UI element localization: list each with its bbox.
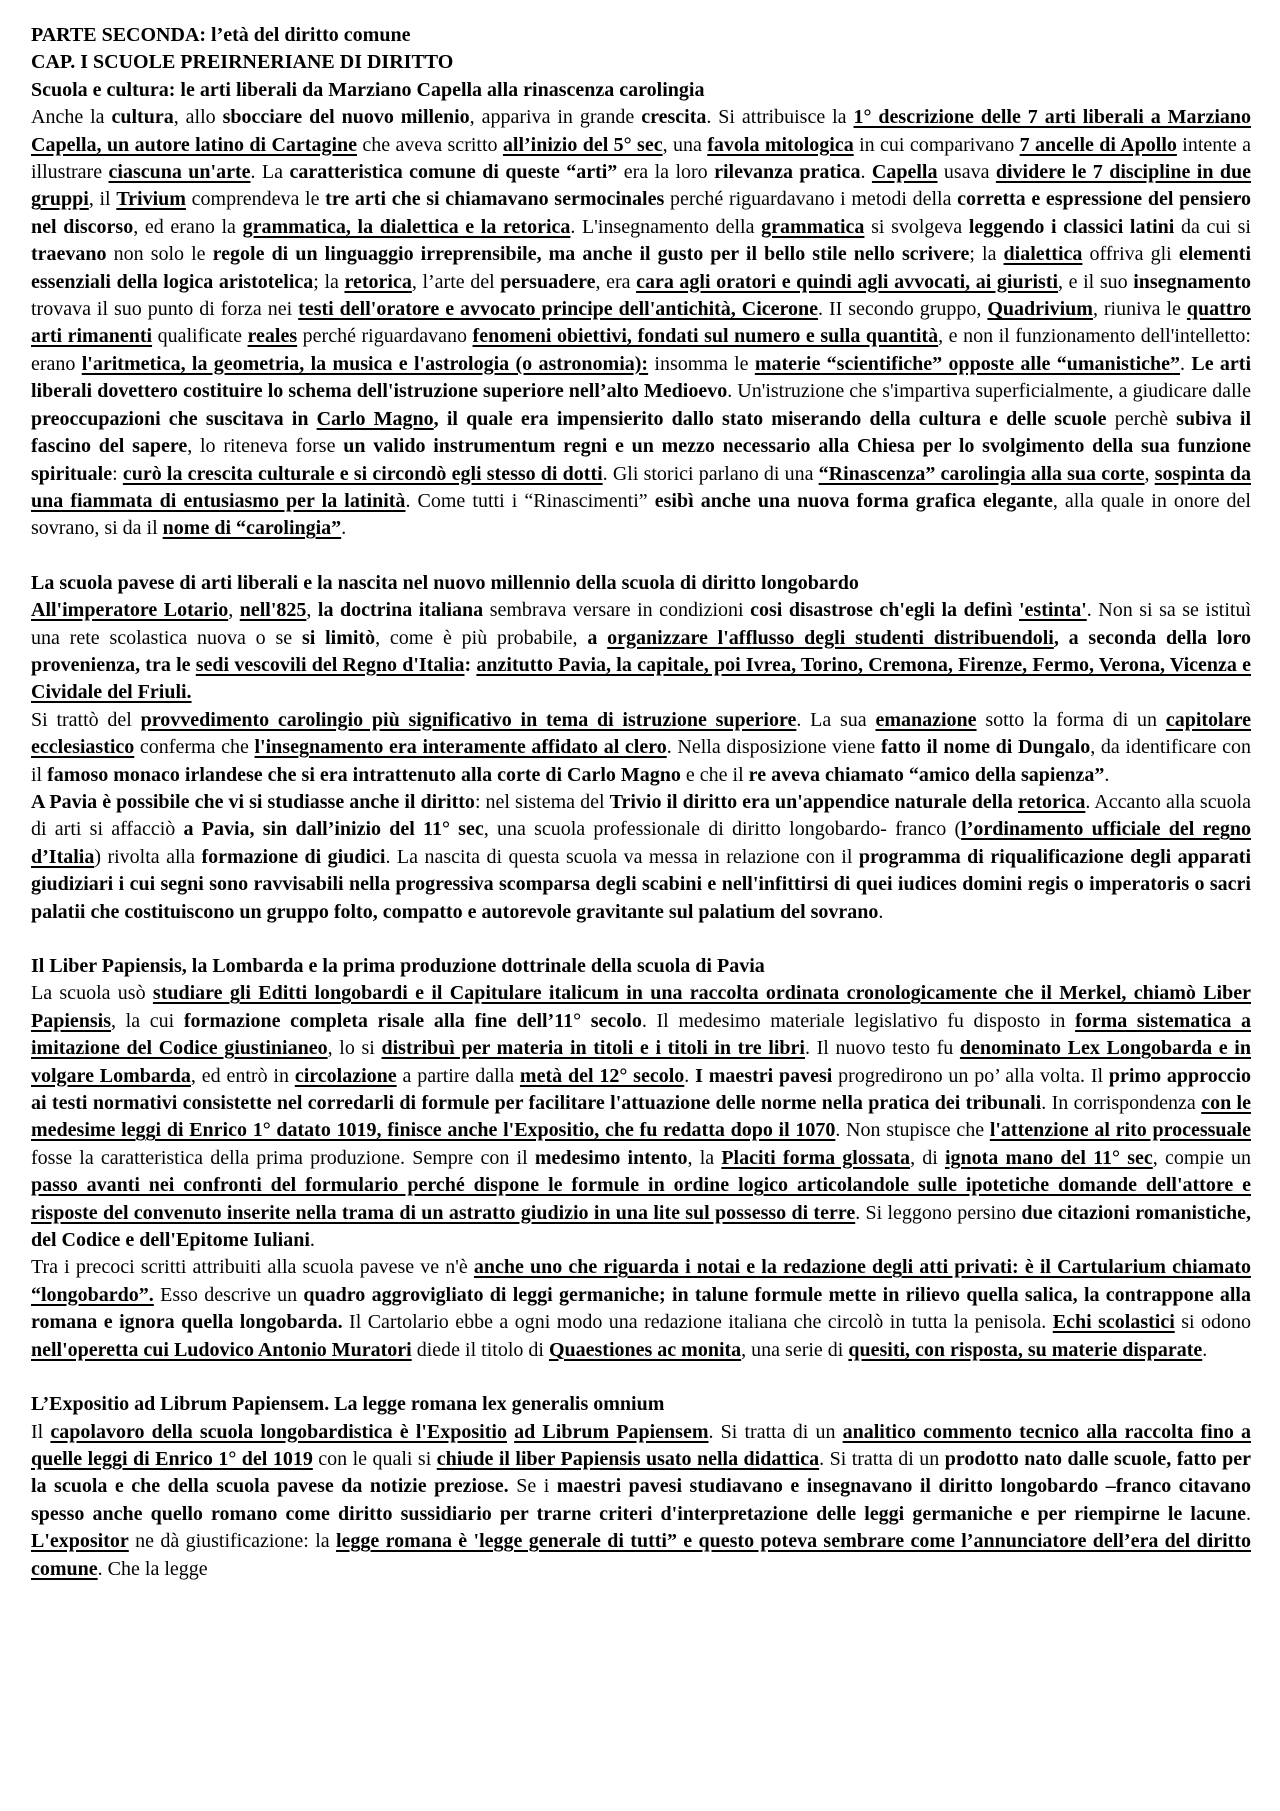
spacer: [31, 543, 1251, 570]
text-run: :: [464, 653, 477, 676]
text-run: re aveva chiamato “amico della sapienza”: [748, 763, 1105, 786]
text-run: retorica: [1017, 790, 1086, 813]
page-title: PARTE SECONDA: l’età del diritto comune: [31, 24, 411, 46]
text-run: circolazione: [294, 1064, 397, 1087]
document-page: [31, 22, 1251, 1792]
text-run: denominato Lex Longobarda e in volgare Lombarda: [31, 1037, 1251, 1087]
text-run: organizzare l'afflusso degli studenti distribuendoli: [607, 626, 1054, 649]
text-run: l’ordinamento ufficiale del regno d’Italia: [31, 818, 1251, 868]
text-run: a Pavia, sin dall’inizio del 11° sec: [183, 818, 484, 841]
text-run: Carlo Magno: [316, 407, 434, 430]
text-run: nell'operetta cui Ludovico Antonio Muratori: [31, 1338, 412, 1361]
text-run: Capella: [871, 161, 938, 184]
text-run: l'aritmetica, la geometria, la musica e l'astrologia (o astronomia):: [81, 352, 649, 375]
section-1: [31, 77, 1251, 543]
text-run: L'expositor: [31, 1530, 129, 1553]
text-run: anzitutto Pavia, la capitale, poi Ivrea, Torino, Cremona, Firenze, Fermo, Verona, Vicenza e Cividale del Friuli.: [31, 653, 1251, 704]
paragraph: Anche la cultura, allo sbocciare del nuovo millenio, appariva in grande crescita. Si attribuisce la 1° descrizione delle 7 arti liberali a Marziano Capella, un autore latino di Cartagine che aveva scritto all’inizio del 5° sec, una favola mitologica in cui comparivano 7 ancelle di Apollo intente a illustrare ciascuna un'arte. La caratteristica comune di queste “arti” era la loro rilevanza pratica. Capella usava dividere le 7 discipline in due gruppi, il Trivium comprendeva le tre arti che si chiamavano sermocinales perché riguardavano i metodi della corretta e espressione del pensiero nel discorso, ed erano la grammatica, la dialettica e la retorica. L'insegnamento della grammatica si svolgeva leggendo i classici latini da cui si traevano non solo le regole di un linguaggio irreprensibile, ma anche il gusto per il bello stile nello scrivere; la dialettica offriva gli elementi essenziali della logica aristotelica; la retorica, l’arte del persuadere, era cara agli oratori e quindi agli avvocati, ai giuristi, e il suo insegnamento trovava il suo punto di forza nei testi dell'oratore e avvocato principe dell'antichità, Cicerone. II secondo gruppo, Quadrivium, riuniva le quattro arti rimanenti qualificate reales perché riguardavano fenomeni obiettivi, fondati sul numero e sulla quantità, e non il funzionamento dell'intelletto: erano l'aritmetica, la geometria, la musica e l'astrologia (o astronomia): insomma le materie “scientifiche” opposte alle “umanistiche”. Le arti liberali dovettero costituire lo schema dell'istruzione superiore nell’alto Medioevo. Un'istruzione che s'impartiva superficialmente, a giudicare dalle preoccupazioni che suscitava in Carlo Magno, il quale era impensierito dallo stato miserando della cultura e delle scuole perchè subiva il fascino del sapere, lo riteneva forse un valido instrumentum regni e un mezzo necessario alla Chiesa per lo svolgimento della sua funzione spirituale: curò la crescita culturale e si circondò egli stesso di dotti. Gli storici parlano di una “Rinascenza” carolingia alla sua corte, sospinta da una fiammata di entusiasmo per la latinità. Come tutti i “Rinascimenti” esibì anche una nuova forma grafica elegante, alla quale in onore del sovrano, si da il nome di “carolingia”.: [31, 106, 1251, 540]
text-run: Quadrivium: [987, 298, 1093, 321]
text-run: a: [587, 626, 608, 649]
text-run: insegnamento: [1133, 270, 1251, 293]
text-run: con le medesime leggi di Enrico 1° datato 1019, finisce anche l'Expositio, che fu redatta dopo il 1070: [31, 1092, 1251, 1142]
text-run: corretta e espressione del pensiero nel discorso: [31, 188, 1251, 238]
text-run: subiva il fascino del sapere: [31, 407, 1251, 458]
text-run: ciascuna un'arte: [108, 161, 251, 184]
text-run: crescita: [641, 106, 707, 129]
text-run: “Rinascenza” carolingia alla sua corte: [818, 462, 1145, 485]
section-4: [31, 1391, 1251, 1583]
text-run: ignota mano del 11° sec: [944, 1146, 1153, 1169]
chapter-heading: CAP. I SCUOLE PREIRNERIANE DI DIRITTO: [31, 51, 454, 74]
text-run: forma sistematica a imitazione del Codice giustinianeo: [31, 1009, 1251, 1060]
text-run: medesimo intento: [534, 1146, 688, 1169]
text-run: esibì anche una nuova forma grafica elegante: [654, 489, 1053, 512]
section-heading: Scuola e cultura: le arti liberali da Marziano Capella alla rinascenza carolingia: [31, 78, 705, 101]
text-run: elementi essenziali della logica aristotelica: [31, 243, 1251, 293]
text-run: metà del 12° secolo: [519, 1064, 685, 1087]
text-run: quattro arti rimanenti: [31, 298, 1251, 348]
text-run: grammatica: [761, 215, 865, 238]
paragraph: All'imperatore Lotario, nell'825, la doctrina italiana sembrava versare in condizioni cosi disastrose ch'egli la definì 'estinta'. Non si sa se istituì una rete scolastica nuova o se si limitò, come è più probabile, a organizzare l'afflusso degli studenti distribuendoli, a seconda della loro provenienza, tra le sedi vescovili del Regno d'Italia: anzitutto Pavia, la capitale, poi Ivrea, Torino, Cremona, Firenze, Fermo, Verona, Vicenza e Cividale del Friuli.: [31, 599, 1251, 704]
text-run: cara agli oratori e quindi agli avvocati, ai giuristi: [636, 270, 1059, 293]
text-run: formazione di giudici: [201, 845, 386, 868]
text-run: sedi vescovili del Regno d'Italia: [195, 653, 465, 676]
text-run: reales: [247, 325, 298, 348]
text-run: distribuì per materia in titoli e i titoli in tre libri: [381, 1037, 805, 1060]
text-run: la doctrina italiana: [317, 599, 484, 622]
text-run: fatto il nome di Dungalo: [880, 736, 1091, 759]
text-run: dividere le 7 discipline in due gruppi: [31, 161, 1251, 211]
text-run: programma di riqualificazione degli apparati giudiziari i cui segni sono ravvisabili nella progressiva scomparsa degli scabini e nell'infittirsi di quei iudices domini regis o imperatoris o sacri palatii che costituiscono un gruppo folto, compatto e autorevole gravitante sul palatium del sovrano: [31, 845, 1251, 923]
text-run: Placiti forma glossata: [721, 1146, 911, 1169]
paragraph: Si trattò del provvedimento carolingio più significativo in tema di istruzione superiore. La sua emanazione sotto la forma di un capitolare ecclesiastico conferma che l'insegnamento era interamente affidato al clero. Nella disposizione viene fatto il nome di Dungalo, da identificare con il famoso monaco irlandese che si era intrattenuto alla corte di Carlo Magno e che il re aveva chiamato “amico della sapienza”.: [31, 708, 1251, 786]
text-run: A Pavia è possibile che vi si studiasse anche il diritto: [31, 790, 475, 813]
text-run: ad Librum Papiensem: [514, 1420, 709, 1443]
text-run: retorica: [344, 270, 412, 293]
text-run: provvedimento carolingio più significativo in tema di istruzione superiore: [140, 708, 797, 731]
text-run: capitolare ecclesiastico: [31, 708, 1251, 759]
text-run: formazione completa risale alla fine dell’11° secolo: [183, 1009, 642, 1032]
text-run: nell'825: [239, 599, 307, 622]
text-run: Trivium: [116, 188, 186, 211]
text-run: 7 ancelle di Apollo: [1019, 133, 1177, 156]
text-run: All'imperatore Lotario: [31, 599, 229, 622]
text-run: passo avanti nei confronti del formulario perché dispone le formule in ordine logico articolandole sulle ipotetiche domande dell'attore e risposte del convenuto inserite nella trama di un astratto giudizio in una lite sul possesso di terre: [31, 1174, 1251, 1224]
text-run: primo approccio ai testi normativi consistette nel corredarli di formule per facilitare l'attuazione delle norme nella pratica dei tribunali: [31, 1064, 1251, 1115]
text-run: quesiti, con risposta, su materie disparate: [848, 1338, 1203, 1361]
text-run: due citazioni romanistiche, del Codice e dell'Epitome Iuliani: [31, 1201, 1251, 1252]
spacer: [31, 926, 1251, 953]
text-run: testi dell'oratore e avvocato principe dell'antichità, Cicerone: [298, 298, 819, 321]
paragraph: A Pavia è possibile che vi si studiasse anche il diritto: nel sistema del Trivio il diritto era un'appendice naturale della retorica. Accanto alla scuola di arti si affacciò a Pavia, sin dall’inizio del 11° sec, una scuola professionale di diritto longobardo- franco (l’ordinamento ufficiale del regno d’Italia) rivolta alla formazione di giudici. La nascita di questa scuola va messa in relazione con il programma di riqualificazione degli apparati giudiziari i cui segni sono ravvisabili nella progressiva scomparsa degli scabini e nell'infittirsi di quei iudices domini regis o imperatoris o sacri palatii che costituiscono un gruppo folto, compatto e autorevole gravitante sul palatium del sovrano.: [31, 790, 1251, 923]
text-run: sospinta da una fiammata di entusiasmo per la latinità: [31, 462, 1251, 512]
paragraph: Il capolavoro della scuola longobardistica è l'Expositio ad Librum Papiensem. Si tratta di un analitico commento tecnico alla raccolta fino a quelle leggi di Enrico 1° del 1019 con le quali si chiude il liber Papiensis usato nella didattica. Si tratta di un prodotto nato dalle scuole, fatto per la scuola e che della scuola pavese da notizie preziose. Se i maestri pavesi studiavano e insegnavano il diritto longobardo –franco citavano spesso anche quello romano come diritto sussidiario per trarne criteri d'interpretazione delle leggi germaniche e per riempirne le lacune. L'expositor ne dà giustificazione: la legge romana è 'legge generale di tutti” e questo poteva sembrare come l’annunciatore dell’era del diritto comune. Che la legge: [31, 1420, 1251, 1580]
text-run: curò la crescita culturale e si circondò egli stesso di dotti: [122, 462, 603, 485]
text-run: prodotto nato dalle scuole, fatto per la scuola e che della scuola pavese da notizie preziose.: [31, 1447, 1251, 1498]
text-run: Quaestiones ac monita: [548, 1338, 742, 1361]
text-run: l'insegnamento era interamente affidato al clero: [254, 736, 667, 759]
text-run: 1° descrizione delle 7 arti liberali a Marziano Capella, un autore latino di Cartagine: [31, 106, 1251, 156]
text-run: regole di un linguaggio irreprensibile, ma anche il gusto per il bello stile nello scrivere: [212, 243, 970, 266]
text-run: leggendo i classici latini: [968, 215, 1175, 238]
text-run: tre arti che si chiamavano sermocinales: [325, 188, 665, 211]
section-heading: L’Expositio ad Librum Papiensem. La legge romana lex generalis omnium: [31, 1393, 665, 1416]
text-run: caratteristica comune di queste “arti”: [289, 161, 618, 184]
text-run: traevano: [31, 243, 107, 266]
section-3: [31, 953, 1251, 1364]
text-run: materie “scientifiche” opposte alle “umanistiche”: [754, 352, 1181, 375]
text-run: l'attenzione al rito processuale: [989, 1119, 1251, 1142]
section-heading: Il Liber Papiensis, la Lombarda e la prima produzione dottrinale della scuola di Pavia: [31, 955, 765, 977]
text-run: anche uno che riguarda i notai e la redazione degli atti privati: è il Cartularium chiamato “longobardo”.: [31, 1256, 1251, 1306]
text-run: Echi scolastici: [1052, 1311, 1175, 1334]
paragraph: La scuola usò studiare gli Editti longobardi e il Capitulare italicum in una raccolta ordinata cronologicamente che il Merkel, chiamò Liber Papiensis, la cui formazione completa risale alla fine dell’11° secolo. Il medesimo materiale legislativo fu disposto in forma sistematica a imitazione del Codice giustinianeo, lo si distribuì per materia in titoli e i titoli in tre libri. Il nuovo testo fu denominato Lex Longobarda e in volgare Lombarda, ed entrò in circolazione a partire dalla metà del 12° secolo. I maestri pavesi progredirono un po’ alla volta. Il primo approccio ai testi normativi consistette nel corredarli di formule per facilitare l'attuazione delle norme nella pratica dei tribunali. In corrispondenza con le medesime leggi di Enrico 1° datato 1019, finisce anche l'Expositio, che fu redatta dopo il 1070. Non stupisce che l'attenzione al rito processuale fosse la caratteristica della prima produzione. Sempre con il medesimo intento, la Placiti forma glossata, di ignota mano del 11° sec, compie un passo avanti nei confronti del formulario perché dispone le formule in ordine logico articolandole sulle ipotetiche domande dell'attore e risposte del convenuto inserite nella trama di un astratto giudizio in una lite sul possesso di terre. Si leggono persino due citazioni romanistiche, del Codice e dell'Epitome Iuliani.: [31, 982, 1251, 1252]
text-run: cosi disastrose ch'egli la definì: [750, 599, 1019, 622]
text-run: dialettica: [1003, 243, 1083, 266]
text-run: cultura: [111, 106, 174, 129]
text-run: Trivio il diritto era un'appendice naturale della: [609, 790, 1018, 813]
text-run: legge romana è 'legge generale di tutti” e questo poteva sembrare come l’annunciatore dell’era del diritto comune: [31, 1530, 1251, 1580]
text-run: nome di “carolingia”: [162, 517, 342, 540]
text-run: famoso monaco irlandese che si era intrattenuto alla corte di Carlo Magno: [47, 763, 681, 786]
text-run: persuadere: [500, 270, 596, 293]
text-run: grammatica, la dialettica e la retorica: [242, 215, 571, 238]
text-run: , a seconda della loro provenienza, tra le: [31, 626, 1251, 676]
text-run: capolavoro della scuola longobardistica è l'Expositio: [50, 1420, 507, 1443]
spacer: [31, 1364, 1251, 1391]
text-run: studiare gli Editti longobardi e il Capitulare italicum in una raccolta ordinata cronologicamente che il Merkel, chiamò Liber Papiensis: [31, 982, 1251, 1032]
section-2: [31, 570, 1251, 926]
text-run: quadro aggrovigliato di leggi germaniche; in talune formule mette in rilievo quella salica, la contrappone alla romana e ignora quella longobarda.: [31, 1283, 1251, 1334]
text-run: favola mitologica: [707, 133, 854, 156]
text-run: sbocciare del nuovo millenio: [222, 106, 470, 129]
text-run: 'estinta': [1018, 599, 1087, 622]
text-run: all’inizio del 5° sec: [502, 133, 663, 156]
text-run: Le arti liberali dovettero costituire lo schema dell'istruzione superiore nell’alto Medioevo: [31, 352, 1251, 403]
text-run: maestri pavesi studiavano e insegnavano il diritto longobardo –franco citavano spesso anche quello romano come diritto sussidiario per trarne criteri d'interpretazione delle leggi germaniche e per riempirne le lacune: [31, 1475, 1251, 1525]
text-run: analitico commento tecnico alla raccolta fino a quelle leggi di Enrico 1° del 1019: [31, 1420, 1251, 1470]
paragraph: Tra i precoci scritti attribuiti alla scuola pavese ve n'è anche uno che riguarda i notai e la redazione degli atti privati: è il Cartularium chiamato “longobardo”. Esso descrive un quadro aggrovigliato di leggi germaniche; in talune formule mette in rilievo quella salica, la contrappone alla romana e ignora quella longobarda. Il Cartolario ebbe a ogni modo una redazione italiana che circolò in tutta la penisola. Echi scolastici si odono nell'operetta cui Ludovico Antonio Muratori diede il titolo di Quaestiones ac monita, una serie di quesiti, con risposta, su materie disparate.: [31, 1256, 1251, 1361]
text-run: un valido instrumentum regni e un mezzo necessario alla Chiesa per lo svolgimento della sua funzione spirituale: [31, 435, 1251, 485]
text-run: si limitò: [301, 626, 376, 649]
text-run: preoccupazioni che suscitava in: [31, 407, 317, 430]
section-heading: La scuola pavese di arti liberali e la nascita nel nuovo millennio della scuola di diritto longobardo: [31, 571, 859, 594]
text-run: , il quale era impensierito dallo stato miserando della cultura e delle scuole: [433, 407, 1107, 430]
text-run: chiude il liber Papiensis usato nella didattica: [436, 1447, 820, 1470]
text-run: I maestri pavesi: [695, 1064, 833, 1087]
text-run: emanazione: [875, 708, 977, 731]
text-run: fenomeni obiettivi, fondati sul numero e sulla quantità: [472, 325, 939, 348]
text-run: rilevanza pratica: [714, 161, 861, 184]
